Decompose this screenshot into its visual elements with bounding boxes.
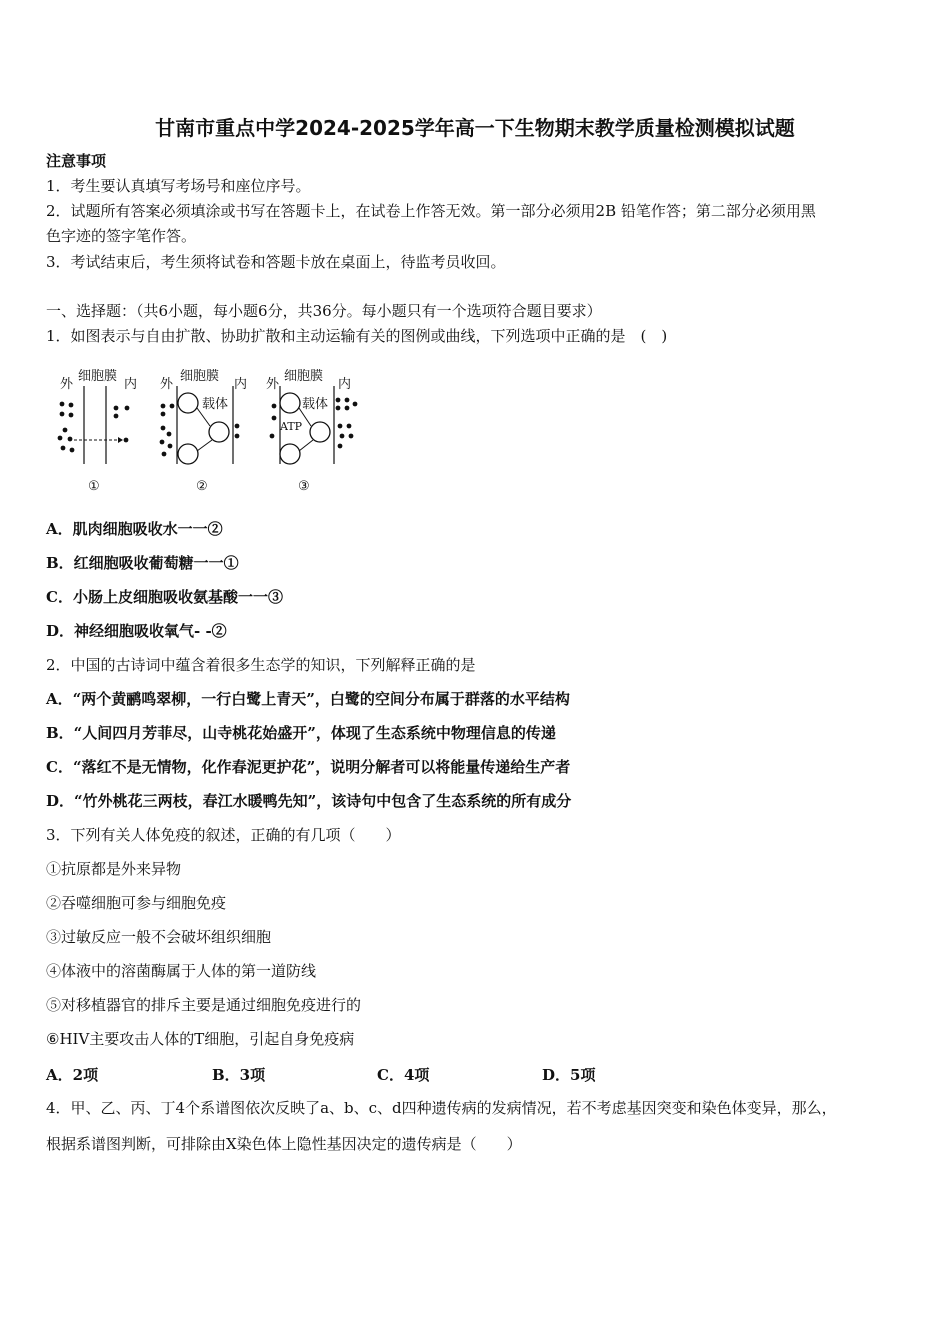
arrow-head bbox=[118, 437, 123, 443]
question-3-item-6: ⑥HIV主要攻击人体的T细胞，引起自身免疫病 bbox=[46, 1030, 355, 1048]
carrier-label-3: 载体 bbox=[302, 397, 329, 412]
molecule-dots bbox=[58, 402, 130, 453]
carrier-circle bbox=[178, 444, 198, 464]
membrane-label-2: 细胞膜 bbox=[180, 369, 220, 384]
question-3-item-3: ③过敏反应一般不会破坏组织细胞 bbox=[46, 928, 272, 946]
carrier-arrow bbox=[299, 440, 313, 451]
figure-label-2: ② bbox=[196, 479, 208, 494]
question-3-item-2: ②吞噬细胞可参与细胞免疫 bbox=[46, 894, 227, 912]
atp-label: ATP bbox=[280, 420, 303, 433]
inside-label-2: 内 bbox=[234, 377, 248, 392]
question-2-option-a[interactable]: A．“两个黄鹂鸣翠柳，一行白鹭上青天”，白鹭的空间分布属于群落的水平结构 bbox=[46, 690, 570, 708]
page-title: 甘南市重点中学2024-2025学年高一下生物期末教学质量检测模拟试题 bbox=[155, 116, 795, 140]
figure-label-1: ① bbox=[88, 479, 100, 494]
question-3-options bbox=[46, 1064, 746, 1084]
question-1-option-c[interactable]: C．小肠上皮细胞吸收氨基酸一一③ bbox=[46, 588, 283, 606]
carrier-circle bbox=[209, 422, 229, 442]
figure-label-3: ③ bbox=[298, 479, 310, 494]
question-4-stem-line-1: 4．甲、乙、丙、丁4个系谱图依次反映了a、b、c、d四种遗传病的发病情况，若不考虑基因突变和染色体变异，那么， bbox=[46, 1099, 837, 1117]
question-2-stem: 2．中国的古诗词中蕴含着很多生态学的知识，下列解释正确的是 bbox=[46, 656, 476, 674]
carrier-arrow bbox=[197, 440, 212, 451]
question-1-stem: 1．如图表示与自由扩散、协助扩散和主动运输有关的图例或曲线，下列选项中正确的是 ( ) bbox=[46, 327, 668, 345]
question-3-item-4: ④体液中的溶菌酶属于人体的第一道防线 bbox=[46, 962, 317, 980]
outside-label-3: 外 bbox=[266, 377, 280, 392]
question-4-stem-line-2: 根据系谱图判断，可排除由X染色体上隐性基因决定的遗传病是（ ） bbox=[46, 1135, 522, 1153]
carrier-circle bbox=[280, 444, 300, 464]
membrane-transport-figure bbox=[52, 364, 372, 500]
outside-label-2: 外 bbox=[160, 377, 174, 392]
inside-label-1: 内 bbox=[124, 377, 138, 392]
question-2-option-b[interactable]: B．“人间四月芳菲尽，山寺桃花始盛开”，体现了生态系统中物理信息的传递 bbox=[46, 724, 556, 742]
carrier-circle bbox=[280, 393, 300, 413]
question-3-option-d[interactable]: D．5项 bbox=[542, 1066, 596, 1084]
notice-item-1: 1．考生要认真填写考场号和座位序号。 bbox=[46, 177, 311, 195]
question-2-option-c[interactable]: C．“落红不是无情物，化作春泥更护花”，说明分解者可以将能量传递给生产者 bbox=[46, 758, 571, 776]
carrier-label-2: 载体 bbox=[202, 397, 229, 412]
inside-label-3: 内 bbox=[338, 377, 352, 392]
notice-item-2-cont: 色字迹的签字笔作答。 bbox=[46, 227, 197, 245]
notice-item-2: 2．试题所有答案必须填涂或书写在答题卡上，在试卷上作答无效。第一部分必须用2B 铅笔作答；第二部分必须用黑 bbox=[46, 202, 816, 220]
outside-label-1: 外 bbox=[60, 377, 74, 392]
notice-heading: 注意事项 bbox=[46, 152, 107, 170]
question-1-option-b[interactable]: B．红细胞吸收葡萄糖一一① bbox=[46, 554, 239, 572]
membrane-label-1: 细胞膜 bbox=[78, 369, 118, 384]
question-3-option-c[interactable]: C．4项 bbox=[377, 1066, 430, 1084]
question-2-option-d[interactable]: D．“竹外桃花三两枝，春江水暖鸭先知”，该诗句中包含了生态系统的所有成分 bbox=[46, 792, 572, 810]
carrier-circle bbox=[310, 422, 330, 442]
question-3-item-5: ⑤对移植器官的排斥主要是通过细胞免疫进行的 bbox=[46, 996, 362, 1014]
notice-item-3: 3．考试结束后，考生须将试卷和答题卡放在桌面上，待监考员收回。 bbox=[46, 253, 506, 271]
question-1-option-a[interactable]: A．肌肉细胞吸收水一一② bbox=[46, 520, 223, 538]
question-3-item-1: ①抗原都是外来异物 bbox=[46, 860, 182, 878]
carrier-circle bbox=[178, 393, 198, 413]
membrane-label-3: 细胞膜 bbox=[284, 369, 324, 384]
question-3-option-a[interactable]: A．2项 bbox=[46, 1066, 99, 1084]
question-3-stem: 3．下列有关人体免疫的叙述，正确的有几项（ ） bbox=[46, 826, 401, 844]
question-1-option-d[interactable]: D．神经细胞吸收氧气- -② bbox=[46, 622, 227, 640]
section-heading: 一、选择题：（共6小题，每小题6分，共36分。每小题只有一个选项符合题目要求） bbox=[46, 302, 602, 320]
question-3-option-b[interactable]: B．3项 bbox=[212, 1066, 266, 1084]
